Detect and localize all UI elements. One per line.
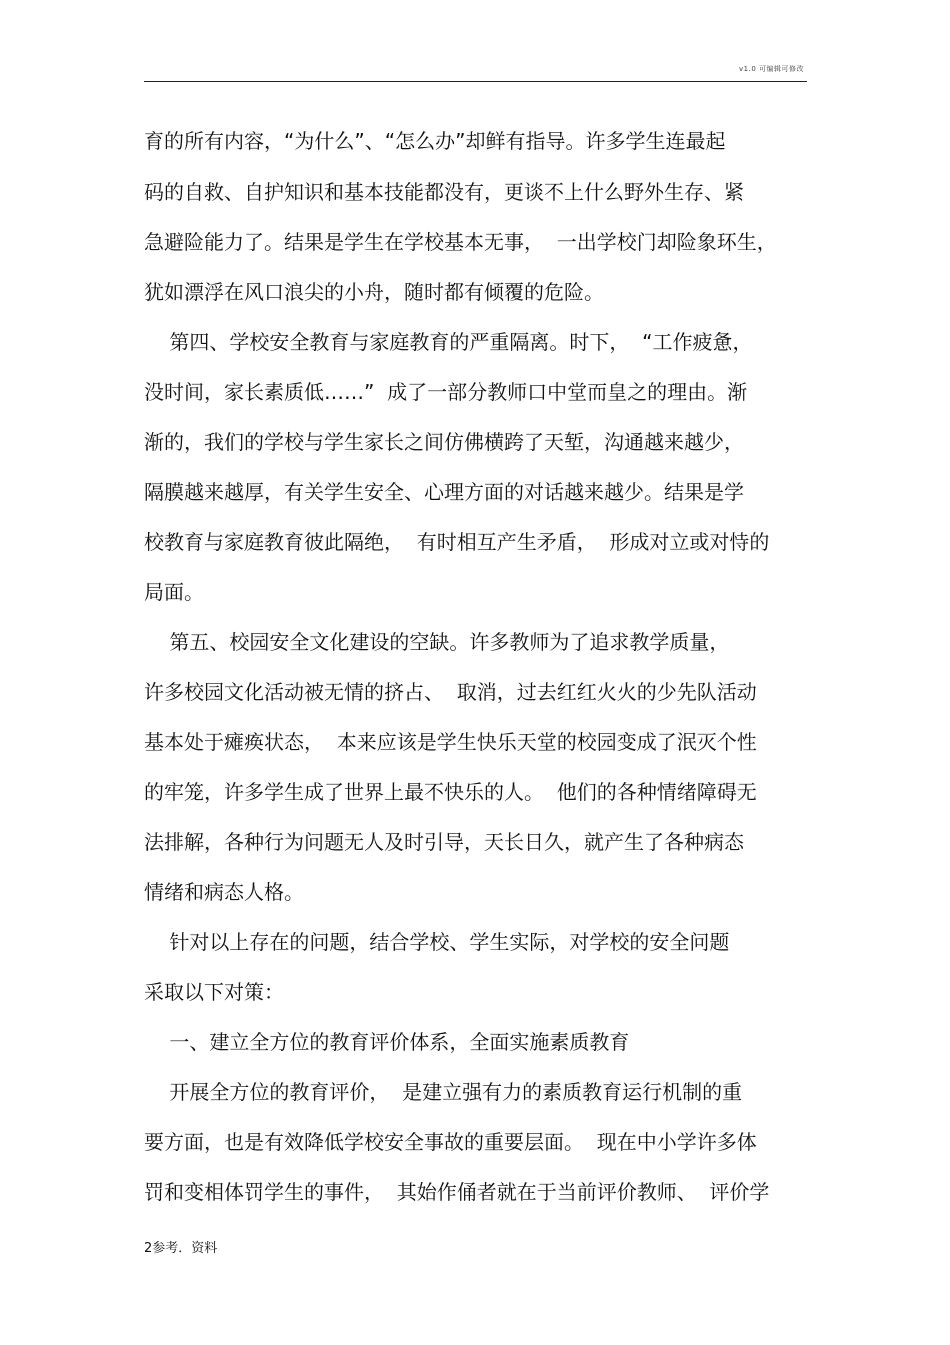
- body-line: 没时间，家长素质低……” 成了一部分教师口中堂而皇之的理由。渐: [144, 380, 748, 404]
- body-line: 一、建立全方位的教育评价体系，全面实施素质教育: [144, 1030, 630, 1054]
- body-line: 许多校园文化活动被无情的挤占、 取消，过去红红火火的少先队活动: [144, 680, 757, 704]
- body-line: 基本处于瘫痪状态， 本来应该是学生快乐天堂的校园变成了泯灭个性: [144, 730, 757, 754]
- body-line: 法排解，各种行为问题无人及时引导，天长日久，就产生了各种病态: [144, 830, 744, 854]
- body-line: 渐的，我们的学校与学生家长之间仿佛横跨了天堑，沟通越来越少，: [144, 430, 744, 454]
- body-line: 针对以上存在的问题，结合学校、学生实际，对学校的安全问题: [144, 930, 730, 954]
- body-line: 码的自救、自护知识和基本技能都没有，更谈不上什么野外生存、紧: [144, 180, 744, 204]
- body-line: 的牢笼，许多学生成了世界上最不快乐的人。 他们的各种情绪障碍无: [144, 780, 757, 804]
- body-line: 第四、学校安全教育与家庭教育的严重隔离。时下， “工作疲惫，: [144, 330, 753, 354]
- body-line: 开展全方位的教育评价， 是建立强有力的素质教育运行机制的重: [144, 1080, 743, 1104]
- body-line: 犹如漂浮在风口浪尖的小舟，随时都有倾覆的危险。: [144, 280, 604, 304]
- body-line: 情绪和病态人格。: [144, 880, 304, 904]
- body-line: 局面。: [144, 580, 204, 604]
- page-footer: 2参考．资料: [144, 1241, 218, 1256]
- body-line: 隔膜越来越厚，有关学生安全、心理方面的对话越来越少。结果是学: [144, 480, 744, 504]
- body-line: 罚和变相体罚学生的事件， 其始作俑者就在于当前评价教师、 评价学: [144, 1180, 770, 1204]
- body-line: 育的所有内容，“为什么”、“怎么办”却鲜有指导。许多学生连最起: [144, 129, 726, 153]
- page-header-version: v1.0 可编辑可修改: [739, 65, 804, 73]
- body-line: 要方面，也是有效降低学校安全事故的重要层面。 现在中小学许多体: [144, 1130, 757, 1154]
- body-line: 第五、校园安全文化建设的空缺。许多教师为了追求教学质量，: [144, 630, 730, 654]
- body-line: 校教育与家庭教育彼此隔绝， 有时相互产生矛盾， 形成对立或对恃的: [144, 530, 770, 554]
- body-line: 采取以下对策：: [144, 980, 284, 1004]
- header-rule: [144, 81, 807, 82]
- body-line: 急避险能力了。结果是学生在学校基本无事， 一出学校门却险象环生，: [144, 230, 777, 254]
